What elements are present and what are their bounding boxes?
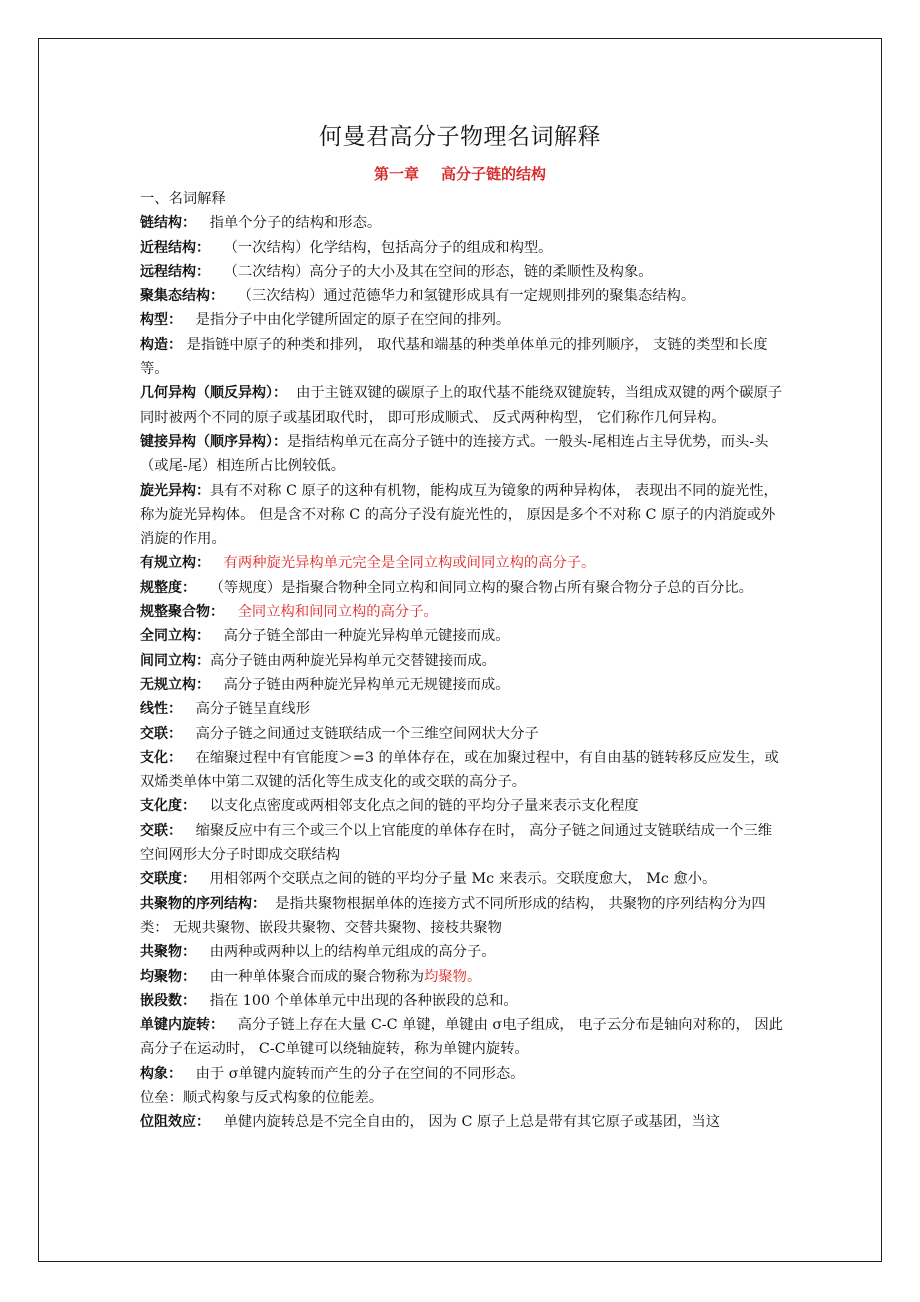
entry-term: 构型： <box>140 312 182 329</box>
entry-term: 远程结构： <box>140 263 210 280</box>
glossary-entry <box>140 1062 786 1086</box>
chapter-name: 高分子链的结构 <box>441 165 547 183</box>
entry-definition: 由于 σ单键内旋转而产生的分子在空间的不同形态。 <box>195 1065 525 1082</box>
entry-term: 交联度： <box>140 871 196 888</box>
entry-spacer <box>196 871 210 887</box>
entry-term: 规整聚合物： <box>140 604 224 621</box>
glossary-entry <box>140 649 786 673</box>
entry-term: 聚集态结构： <box>140 288 224 305</box>
entry-spacer <box>196 944 210 960</box>
glossary-entry <box>140 746 786 795</box>
entry-spacer <box>266 896 275 912</box>
entry-definition: 用相邻两个交联点之间的链的平均分子量 Mc 来表示。交联度愈大， Mc 愈小。 <box>209 871 717 888</box>
entry-term: 全同立构： <box>140 628 210 645</box>
glossary-entry <box>140 697 786 721</box>
glossary-entry <box>140 430 786 479</box>
entry-spacer <box>196 798 210 814</box>
glossary-entry <box>140 551 786 575</box>
entry-definition: 高分子链全部由一种旋光异构单元键接而成。 <box>223 628 510 645</box>
entry-spacer <box>182 726 196 742</box>
entry-definition: 高分子链由两种旋光异构单元交替键接而成。 <box>210 652 496 669</box>
entry-definition: 是指共聚物根据单体的连接方式不同所形成的结构， 共聚物的序列结构分为四类： 无规共聚物、嵌段共聚物、交替共聚物、接枝共聚物 <box>140 895 766 936</box>
entry-spacer <box>287 385 296 401</box>
glossary-entry <box>140 673 786 697</box>
entry-spacer <box>210 628 224 644</box>
glossary-list <box>140 211 786 1134</box>
entry-term: 旋光异构： <box>140 482 210 499</box>
entry-spacer <box>224 604 238 620</box>
glossary-entry <box>140 1086 786 1110</box>
chapter-heading <box>0 163 920 184</box>
glossary-entry <box>140 284 786 308</box>
entry-spacer <box>210 1114 224 1130</box>
entry-spacer <box>210 264 224 280</box>
entry-term: 链结构： <box>140 215 196 232</box>
entry-definition: 由于主链双键的碳原子上的取代基不能绕双键旋转，当组成双键的两个碳原子同时被两个不同的原子或基团取代时， 即可形成顺式、 反式两种构型， 它们称作几何异构。 <box>140 385 783 426</box>
entry-definition: 是指分子中由化学键所固定的原子在空间的排列。 <box>195 312 511 329</box>
chapter-label: 第一章 <box>373 165 419 183</box>
entry-term: 构象： <box>140 1065 182 1082</box>
glossary-entry <box>140 333 786 382</box>
entry-spacer <box>196 969 210 985</box>
entry-term: 单键内旋转： <box>140 1017 224 1034</box>
entry-spacer <box>210 555 224 571</box>
entry-term: 支化： <box>140 749 182 766</box>
glossary-entry <box>140 576 786 600</box>
entry-spacer <box>196 215 210 231</box>
entry-term: 嵌段数： <box>140 992 196 1009</box>
entry-spacer <box>210 240 224 256</box>
entry-definition: （二次结构）高分子的大小及其在空间的形态，链的柔顺性及构象。 <box>223 263 653 280</box>
entry-term: 均聚物： <box>140 968 196 985</box>
entry-definition: 由两种或两种以上的结构单元组成的高分子。 <box>209 944 496 961</box>
entry-spacer <box>196 993 210 1009</box>
entry-definition: 单健内旋转总是不完全自由的， 因为 C 原子上总是带有其它原子或基团，当这 <box>223 1114 721 1131</box>
glossary-entry <box>140 965 786 989</box>
entry-term: 规整度： <box>140 579 196 596</box>
entry-spacer <box>182 701 196 717</box>
entry-definition: 具有不对称 C 原子的这种有机物，能构成互为镜象的两种异构体， 表现出不同的旋光性， 称为旋光异构体。 但是含不对称 C 的高分子没有旋光性的， 原因是多个不对称 C 原子的内消旋或外消旋的作用。 <box>140 482 778 548</box>
entry-highlight: 均聚物。 <box>424 968 482 985</box>
glossary-entry <box>140 989 786 1013</box>
glossary-entry <box>140 1110 786 1134</box>
entry-definition: 以支化点密度或两相邻支化点之间的链的平均分子量来表示支化程度 <box>209 798 639 815</box>
entry-definition: 在缩聚过程中有官能度＞=3 的单体存在，或在加聚过程中，有自由基的链转移反应发生，或双烯类单体中第二双键的活化等生成支化的或交联的高分子。 <box>140 749 779 791</box>
entry-spacer <box>182 312 196 328</box>
glossary-entry <box>140 308 786 332</box>
entry-definition: 高分子链呈直线形 <box>195 701 311 718</box>
entry-spacer <box>182 750 196 766</box>
entry-spacer <box>224 1017 238 1033</box>
section-heading: 一、名词解释 <box>140 191 226 207</box>
entry-definition: 指在 100 个单体单元中出现的各种嵌段的总和。 <box>209 992 518 1009</box>
glossary-entry <box>140 892 786 941</box>
document-title: 何曼君高分子物理名词解释 <box>319 124 601 150</box>
glossary-entry <box>140 940 786 964</box>
entry-spacer <box>196 580 210 596</box>
entry-definition: 高分子链由两种旋光异构单元无规键接而成。 <box>223 676 510 693</box>
glossary-entry <box>140 236 786 260</box>
entry-term: 交联： <box>140 725 182 742</box>
glossary-entry <box>140 624 786 648</box>
glossary-entry <box>140 600 786 624</box>
entry-term: 键接异构（顺序异构）： <box>140 433 287 450</box>
glossary-entry <box>140 722 786 746</box>
entry-definition: 高分子链上存在大量 C-C 单键，单键由 σ电子组成， 电子云分布是轴向对称的， 因此高分子在运动时， C-C单键可以绕轴旋转，称为单键内旋转。 <box>140 1017 783 1058</box>
entry-definition: 由一种单体聚合而成的聚合物称为 <box>209 968 425 985</box>
entry-term: 交联： <box>140 822 182 839</box>
glossary-entry <box>140 794 786 818</box>
entry-definition: 有两种旋光异构单元完全是全同立构或间同立构的高分子。 <box>223 555 596 572</box>
entry-definition: 缩聚反应中有三个或三个以上官能度的单体存在时， 高分子链之间通过支链联结成一个三维空间网形大分子时即成交联结构 <box>140 822 773 864</box>
glossary-entry <box>140 479 786 552</box>
entry-definition: 指单个分子的结构和形态。 <box>209 215 382 232</box>
entry-term: 共聚物： <box>140 944 196 961</box>
entry-spacer <box>182 1066 196 1082</box>
glossary-entry <box>140 211 786 235</box>
entry-spacer <box>224 288 238 304</box>
entry-term: 线性： <box>140 701 182 718</box>
entry-definition: 位垒：顺式构象与反式构象的位能差。 <box>140 1089 384 1106</box>
entry-term: 支化度： <box>140 798 196 815</box>
entry-spacer <box>210 677 224 693</box>
entry-term: 间同立构： <box>140 652 210 669</box>
glossary-content <box>140 187 786 1135</box>
glossary-entry <box>140 260 786 284</box>
entry-definition: 全同立构和间同立构的高分子。 <box>237 604 438 621</box>
entry-term: 几何异构（顺反异构）： <box>140 385 287 402</box>
glossary-entry <box>140 1013 786 1062</box>
entry-term: 位阻效应： <box>140 1114 210 1131</box>
entry-definition: 是指链中原子的种类和排列， 取代基和端基的种类单体单元的排列顺序， 支链的类型和长度等。 <box>140 336 768 378</box>
entry-term: 共聚物的序列结构： <box>140 895 266 912</box>
entry-spacer <box>182 823 196 839</box>
entry-term: 有规立构： <box>140 555 210 572</box>
entry-definition: 是指结构单元在高分子链中的连接方式。一般头-尾相连占主导优势，而头-头（或尾-尾）相连所占比例较低。 <box>140 433 769 475</box>
entry-term: 近程结构： <box>140 239 210 256</box>
entry-term: 构造： <box>140 336 182 353</box>
entry-definition: （一次结构）化学结构，包括高分子的组成和构型。 <box>223 239 553 256</box>
entry-definition: （三次结构）通过范德华力和氢键形成具有一定规则排列的聚集态结构。 <box>237 288 696 305</box>
glossary-entry <box>140 867 786 891</box>
entry-definition: 高分子链之间通过支链联结成一个三维空间网状大分子 <box>195 725 539 742</box>
glossary-entry <box>140 819 786 868</box>
entry-definition: （等规度）是指聚合物种全同立构和间同立构的聚合物占所有聚合物分子总的百分比。 <box>209 579 753 596</box>
entry-term: 无规立构： <box>140 676 210 693</box>
glossary-entry <box>140 381 786 430</box>
